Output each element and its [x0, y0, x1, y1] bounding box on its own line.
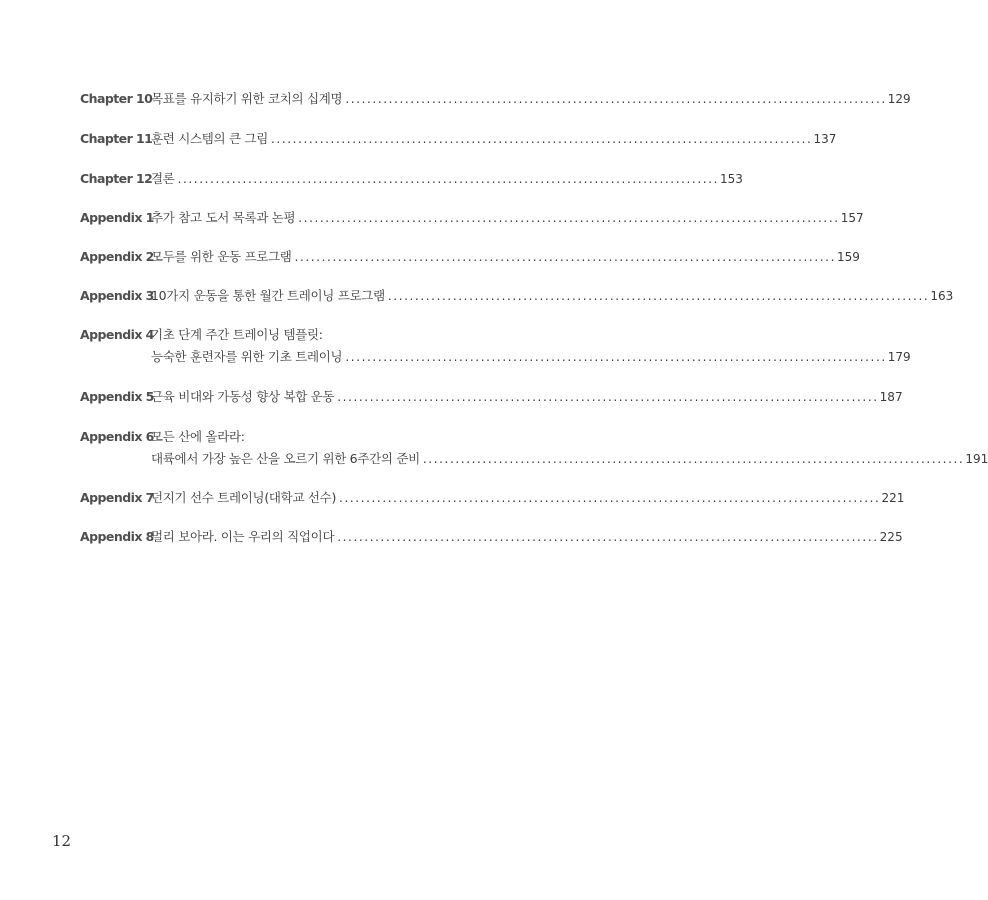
toc-entry-title-cont: 대륙에서 가장 높은 산을 오르기 위한 6주간의 준비 — [151, 451, 420, 466]
dot-leader: .................................................................................................... — [298, 211, 840, 225]
dot-leader: .................................................................................................... — [387, 289, 930, 303]
toc-entry-page: 159 — [837, 250, 860, 264]
toc-entry-title-cont: 능숙한 훈련자를 위한 기초 트레이닝 — [151, 349, 343, 364]
toc-entry-label: Appendix 5 — [80, 389, 154, 404]
toc-entry-title: 던지기 선수 트레이닝(대학교 선수) — [151, 490, 337, 505]
toc-entry-title: 추가 참고 도서 목록과 논평 — [151, 210, 296, 225]
toc-entry-label: Appendix 3 — [80, 288, 154, 303]
toc-entry — [80, 386, 903, 408]
toc-entry — [80, 88, 911, 110]
toc-entry — [80, 246, 860, 268]
dot-leader: .................................................................................................... — [339, 491, 881, 505]
toc-entry — [80, 426, 988, 470]
dot-leader: .................................................................................................... — [345, 92, 887, 106]
toc-entry-page: 221 — [881, 491, 905, 505]
toc-entry — [80, 207, 864, 229]
dot-leader: .................................................................................................... — [345, 350, 887, 364]
dot-leader: .................................................................................................... — [422, 452, 965, 466]
toc-entry-page: 187 — [879, 390, 903, 404]
toc-entry-page: 157 — [840, 211, 864, 225]
toc-entry-page: 179 — [887, 350, 911, 364]
toc-entry-title: 훈련 시스템의 큰 그림 — [151, 131, 268, 146]
toc-entry-title: 목표를 유지하기 위한 코치의 십계명 — [151, 91, 343, 106]
dot-leader: .................................................................................................... — [177, 172, 720, 186]
dot-leader: .................................................................................................... — [294, 250, 836, 264]
toc-entry — [80, 168, 743, 190]
toc-entry-page: 153 — [720, 172, 743, 186]
toc-entry-title: 10가지 운동을 통한 월간 트레이닝 프로그램 — [151, 288, 385, 303]
dot-leader: .................................................................................................... — [337, 390, 879, 404]
toc-entry-label: Chapter 11 — [80, 131, 153, 146]
toc-entry — [80, 526, 903, 548]
dot-leader: .................................................................................................... — [337, 530, 879, 544]
toc-entry-label: Appendix 7 — [80, 490, 154, 505]
toc-entry-title: 결론 — [151, 171, 175, 186]
page-number: 12 — [52, 832, 72, 850]
toc-entry-title: 기초 단계 주간 트레이닝 템플릿: — [151, 327, 323, 342]
toc-entry-page: 137 — [813, 132, 837, 146]
toc-entry-title: 멀리 보아라. 이는 우리의 직업이다 — [151, 529, 335, 544]
toc-entry-title: 모든 산에 올라라: — [151, 429, 245, 444]
toc-entry-label: Appendix 8 — [80, 529, 154, 544]
toc-entry — [80, 128, 837, 150]
toc-entry-title: 근육 비대와 가동성 향상 복합 운동 — [151, 389, 335, 404]
toc-entry-label: Chapter 10 — [80, 91, 153, 106]
toc-entry-page: 129 — [887, 92, 911, 106]
toc-entry-page: 225 — [879, 530, 903, 544]
toc-entry-label: Appendix 4 — [80, 327, 154, 342]
toc-entry-page: 163 — [930, 289, 954, 303]
toc-entry-label: Appendix 1 — [80, 210, 154, 225]
toc-entry-label: Appendix 2 — [80, 249, 154, 264]
toc-entry — [80, 324, 911, 368]
toc-entry — [80, 285, 954, 307]
toc-entry-label: Appendix 6 — [80, 429, 154, 444]
toc-entry-title: 모두를 위한 운동 프로그램 — [151, 249, 292, 264]
toc-entry — [80, 487, 905, 509]
toc-entry-label: Chapter 12 — [80, 171, 153, 186]
dot-leader: .................................................................................................... — [271, 132, 813, 146]
toc-entry-page: 191 — [965, 452, 988, 466]
